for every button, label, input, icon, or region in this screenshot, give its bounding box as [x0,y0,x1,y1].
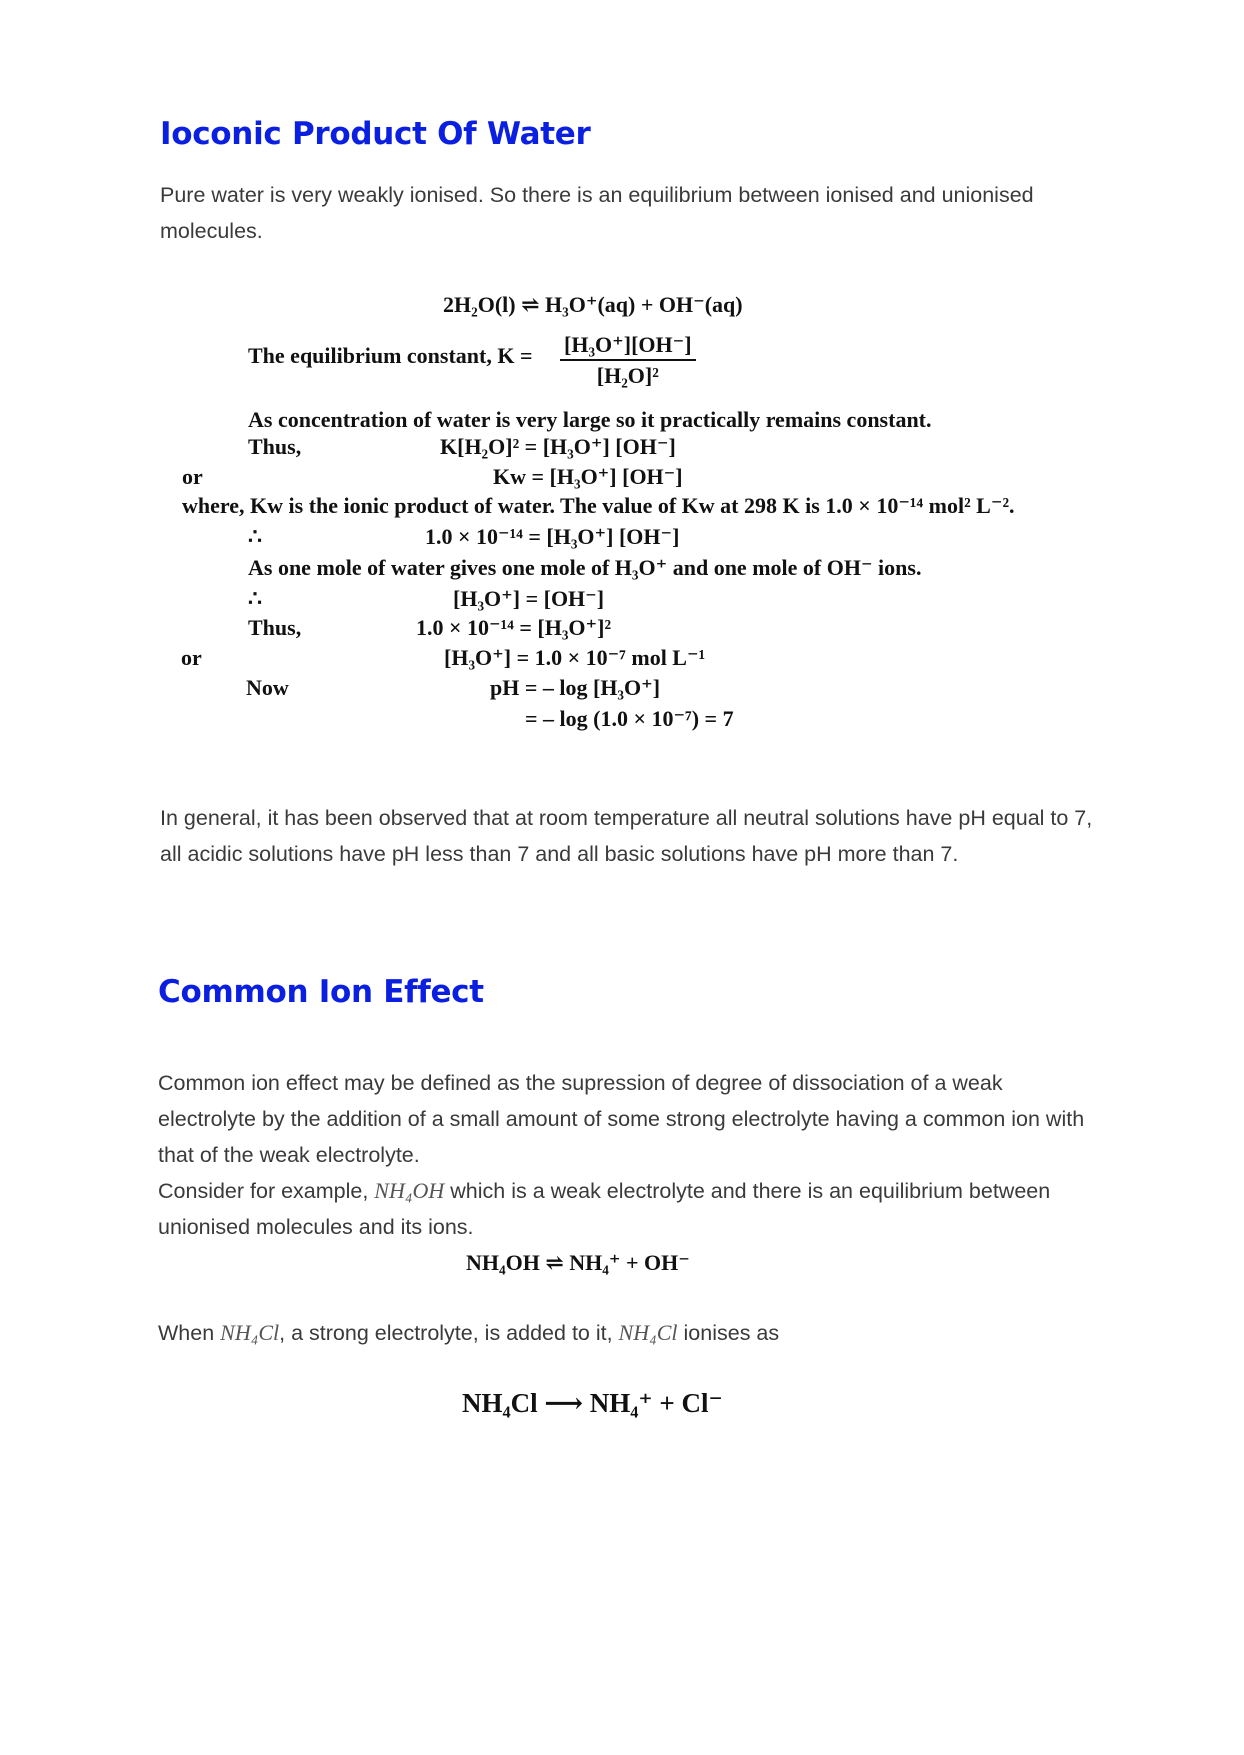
formula-nh4cl-inline-1: NH₄Cl [220,1320,280,1345]
equation-8: = – log (1.0 × 10⁻⁷) = 7 [525,706,734,731]
when-paragraph [158,1315,1098,1351]
equation-2: Kw = [H₃O⁺] [OH⁻] [493,464,683,489]
equilibrium-reaction: 2H₂O(l) ⇌ H₃O⁺(aq) + OH⁻(aq) [443,292,743,317]
equation-3: 1.0 × 10⁻¹⁴ = [H₃O⁺] [OH⁻] [425,524,680,549]
nh4cl-ionisation: NH₄Cl ⟶ NH₄⁺ + Cl⁻ [462,1388,723,1418]
thus-label-2: Thus, [248,615,302,640]
keq-fraction [560,332,696,389]
constant-note: As concentration of water is very large so it practically remains constant. [248,407,932,432]
therefore-symbol-1: ∴ [248,524,262,549]
when-mid: , a strong electrolyte, is added to it, [279,1321,619,1345]
keq-denominator: [H₂O]² [596,363,659,388]
nh4oh-equilibrium: NH₄OH ⇌ NH₄⁺ + OH⁻ [466,1250,690,1275]
equation-6: [H₃O⁺] = 1.0 × 10⁻⁷ mol L⁻¹ [444,645,706,670]
example-paragraph [158,1173,1098,1245]
conclusion-paragraph: In general, it has been observed that at room temperature all neutral solutions have pH equal to 7, all acidic solutions have pH less than 7 and all basic solutions have pH more than 7. [160,806,1093,866]
where-line: where, Kw is the ionic product of water. The value of Kw at 298 K is 1.0 × 10⁻¹⁴ mol² L⁻². [182,493,1015,518]
keq-label: The equilibrium constant, K = [248,343,533,368]
section-title-ionic-product: Ioconic Product Of Water [160,116,591,152]
definition-paragraph: Common ion effect may be defined as the supression of degree of dissociation of a weak electrolyte by the addition of a small amount of some strong electrolyte having a common ion with that of the weak electrolyte. [158,1071,1085,1167]
example-post: which is a weak electrolyte and there is an equilibrium between unionised molecules and its ions. [158,1179,1051,1239]
therefore-symbol-2: ∴ [248,586,262,611]
when-pre: When [158,1321,221,1345]
section-title-common-ion: Common Ion Effect [158,974,484,1010]
equation-1: K[H₂O]² = [H₃O⁺] [OH⁻] [440,434,676,459]
when-post: ionises as [677,1321,780,1345]
equation-7: pH = – log [H₃O⁺] [490,675,661,700]
thus-label-1: Thus, [248,434,302,459]
now-label: Now [246,675,289,700]
or-label-1: or [182,464,203,489]
intro-paragraph: Pure water is very weakly ionised. So there is an equilibrium between ionised and unionised molecules. [160,183,1034,243]
mole-note: As one mole of water gives one mole of H₃O⁺ and one mole of OH⁻ ions. [248,555,922,580]
example-pre: Consider for example, [158,1179,375,1203]
equation-4: [H₃O⁺] = [OH⁻] [453,586,605,611]
or-label-2: or [181,645,202,670]
formula-nh4oh-inline: NH₄OH [374,1178,445,1203]
formula-nh4cl-inline-2: NH₄Cl [618,1320,678,1345]
equation-5: 1.0 × 10⁻¹⁴ = [H₃O⁺]² [416,615,612,640]
keq-numerator: [H₃O⁺][OH⁻] [560,332,696,361]
